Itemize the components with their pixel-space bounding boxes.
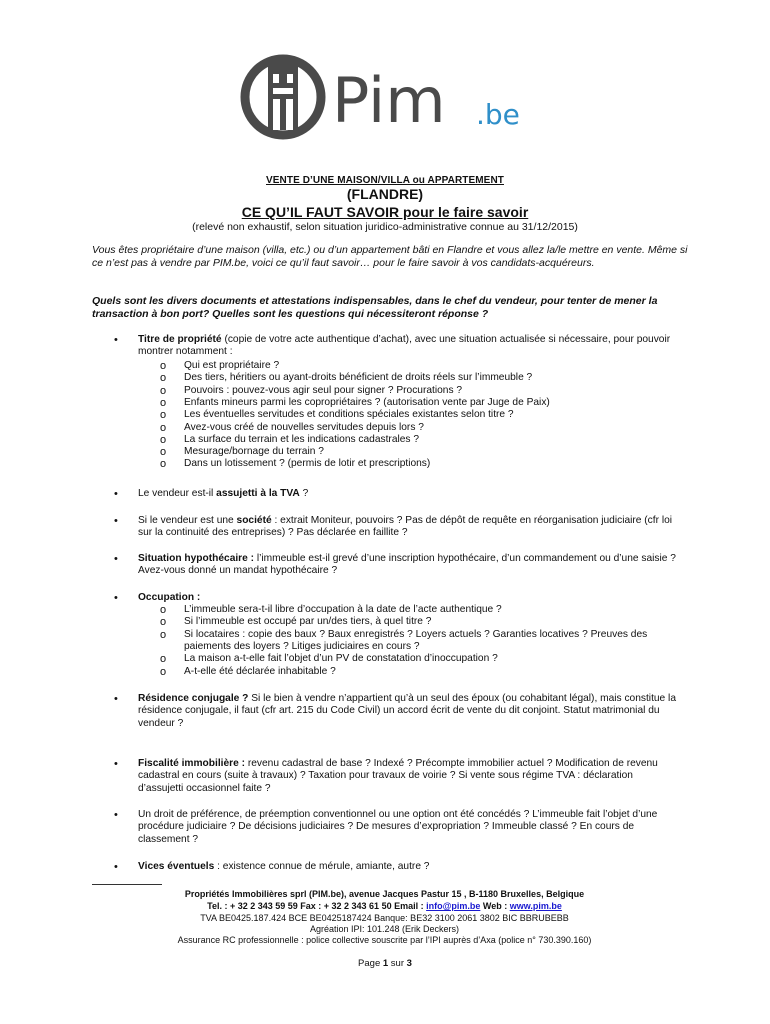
bullet-icon: • <box>114 861 118 873</box>
pim-logo-graphic <box>240 52 540 142</box>
bullet-icon: • <box>114 592 118 604</box>
footer-contact: Tel. : + 32 2 343 59 59 Fax : + 32 2 343 61 50 Email : info@pim.be Web : www.pim.be <box>207 901 562 911</box>
document-page: Pim .be VENTE D’UNE MAISON/VILLA ou APPARTEMENT (FLANDRE) CE QU’IL FAUT SAVOIR pour le faire savoir (relevé non exhaustif, selon situation juridico-administrative connue au 31/12/2015) Vous êtes propriétaire d’une maison (villa, etc.) ou d’un appartement bâti en Flandre et vous allez la/le mettre en vente. Même si ce n’est pas à vendre par PIM.be, voici ce qu’il faut savoir… pour le faire savoir à vos candidats-acquéreurs. Quels sont les divers documents et attestations indispensables, dans le chef du vendeur, pour tenter de mener la transaction à bon port? Quelles sont les questions qui nécessiteront réponse ? • Titre de propriété (copie de votre acte authentique d’achat), avec une situation actualisée si nécessaire, pour pouvoir montrer notamment : o Qui est propriétaire ? o Des tiers, héritiers ou ayant-droits bénéficient de droits réels sur l’immeuble ? o Pouvoirs : pouvez-vous agir seul pour signer ? Procurations ? o Enfants mineurs parmi les copropriétaires ? (autorisation vente par Juge de Paix) o Les éventuelles servitudes et conditions spéciales existantes selon titre ? o Avez-vous créé de nouvelles servitudes depuis lors ? o La surface du terrain et les indications cadastrales ? o Mesurage/bornage du terrain ? o Dans un lotissement ? (permis de lotir et prescriptions) • Le vendeur est-il assujetti à la TVA ? • Si le vendeur est une société : extrait Moniteur, pouvoirs ? Pas de dépôt de requête en réorganisation judiciaire (cfr loi sur la continuité des entreprises) ? Pas déclarée en faillite ? • Situation hypothécaire : l’immeuble est-il grevé d’une inscription hypothécaire, d’un commandement ou d’une saisie ? Avez-vous donné un mandat hypothécaire ? • Occupation : o L’immeuble sera-t-il libre d’occupation à la date de l’acte authentique ? o Si l’immeuble est occupé par un/des tiers, à quel titre ? o Si locataires : copie des baux ? Baux enregistrés ? Loyers actuels ? Garanties locatives ? Preuves des paiements des loyers ? Litiges judiciaires en cours ? o La maison a-t-elle fait l’objet d’un PV de constatation d’inoccupation ? o A-t-elle été déclarée inhabitable ? • Résidence conjugale ? Si le bien à vendre n’appartient qu’à un seul des époux (ou cohabitant légal), mais constitue la résidence conjugale, il faut (cfr art. 215 du Code Civil) un accord écrit de vente du dit conjoint. Statut matrimonial du vendeur ? • Fiscalité immobilière : revenu cadastral de base ? Indexé ? Précompte immobilier actuel ? Modification de revenu cadastral en cours (suite à travaux) ? Taxation pour travaux de voirie ? Si vente sous régime TVA : déclaration d’assujetti occasionnel faite ? • Un droit de préférence, de préemption conventionnel ou une option ont été concédés ? L’immeuble fait l’objet d’une procédure judiciaire ? De décisions judiciaires ? De mesures d’expropriation ? Immeuble classé ? En cours de classement ? • Vices éventuels : existence connue de mérule, amiante, autre ? Propriétés Immobilières sprl (PIM.be), avenue Jacques Pastur 15 , B-1180 Bruxelles, Belgique Tel. : + 32 2 343 59 59 Fax : + 32 2 343 61 50 Email : info@pim.be Web : www.pim.be TVA BE0425.187.424 BCE BE0425187424 Banque: BE32 3100 2061 3802 BIC BBRUBEBB Agréation IPI: 101.248 (Erik Deckers) Assurance RC professionnelle : police collective souscrite par l’IPI auprès d’Axa (police n° 730.390.160) Page 1 sur 3 <box>0 0 770 1024</box>
svg-text:.be: .be <box>476 98 520 131</box>
footer-agreation: Agréation IPI: 101.248 (Erik Deckers) <box>309 924 460 934</box>
intro-paragraph: Vous êtes propriétaire d’une maison (villa, etc.) ou d’un appartement bâti en Flandre et vous allez la/le mettre en vente. Même si ce n’est pas à vendre par PIM.be, voici ce qu’il faut savoir… pour le faire savoir à vos candidats-acquéreurs. <box>92 244 688 269</box>
bullet-icon: • <box>114 553 118 565</box>
pim-logo <box>240 52 540 142</box>
title-main: CE QU’IL FAUT SAVOIR pour le faire savoir <box>241 204 529 220</box>
bullet-icon: • <box>114 809 118 821</box>
page-number: Page 1 sur 3 <box>358 958 412 969</box>
question-paragraph: Quels sont les divers documents et attestations indispensables, dans le chef du vendeur, pour tenter de mener la transaction à bon port? Quelles sont les questions qui nécessiteront réponse ? <box>92 295 658 320</box>
footer-insurance: Assurance RC professionnelle : police collective souscrite par l’IPI auprès d’Axa (police n° 730.390.160) <box>177 935 592 945</box>
title-region: (FLANDRE) <box>346 186 424 202</box>
bullet-icon: • <box>114 488 118 500</box>
footer-divider <box>92 884 162 885</box>
email-link[interactable]: info@pim.be <box>426 901 481 911</box>
bullet-icon: • <box>114 758 118 770</box>
footer-company: Propriétés Immobilières sprl (PIM.be), avenue Jacques Pastur 15 , B-1180 Bruxelles, Belgique <box>184 889 585 899</box>
bullet-icon: • <box>114 334 118 346</box>
bullet-icon: • <box>114 515 118 527</box>
bullet-icon: • <box>114 693 118 705</box>
svg-text:Pim: Pim <box>332 64 446 137</box>
title-subtitle: (relevé non exhaustif, selon situation juridico-administrative connue au 31/12/2015) <box>192 221 578 233</box>
title-line-1: VENTE D’UNE MAISON/VILLA ou APPARTEMENT <box>266 175 504 186</box>
footer-tva: TVA BE0425.187.424 BCE BE0425187424 Banque: BE32 3100 2061 3802 BIC BBRUBEBB <box>200 913 569 923</box>
web-link[interactable]: www.pim.be <box>509 901 562 911</box>
